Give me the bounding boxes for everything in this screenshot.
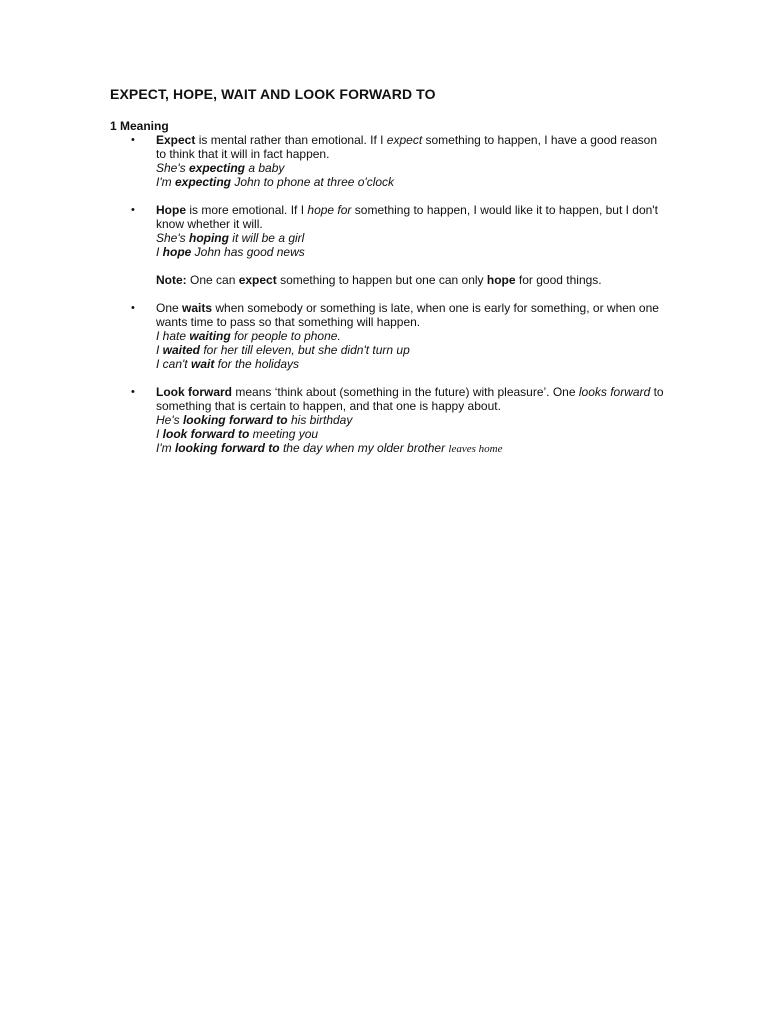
text: One can (186, 273, 239, 287)
example-sentence (156, 329, 670, 343)
text: it will be a girl (228, 231, 305, 245)
spacer (110, 189, 670, 203)
entry-expect (110, 133, 670, 161)
text: is more emotional. If I (186, 203, 308, 217)
bullet-icon: • (131, 204, 135, 216)
text: something to happen, I have a good reason to think that it will in fact happen. (156, 133, 657, 161)
text: She's (156, 161, 189, 175)
bullet-icon: • (131, 134, 135, 146)
keyword: expecting (188, 161, 245, 175)
keyword: waiting (189, 329, 231, 343)
note-label: Note: (156, 273, 187, 287)
text: a baby (245, 161, 285, 175)
term-italic: expect (386, 133, 423, 147)
text: for people to phone. (230, 329, 341, 343)
text: something to happen but one can only (276, 273, 487, 287)
keyword: look forward to (162, 427, 250, 441)
keyword: hope (486, 273, 516, 287)
text: One (156, 301, 183, 315)
text: I (156, 343, 163, 357)
text: means ‘think about (something in the future) with pleasure’. One (232, 385, 579, 399)
term-italic: looks forward (578, 385, 651, 399)
text: I'm (156, 175, 175, 189)
spacer (110, 371, 670, 385)
example-sentence (156, 245, 670, 259)
text: when somebody or something is late, when one is early for something, or when one wants time to pass so that something will happen. (156, 301, 659, 329)
example-sentence (156, 161, 670, 175)
term-wait: waits (182, 301, 213, 315)
text: for good things. (515, 273, 602, 287)
definition-expect (156, 133, 670, 161)
example-sentence (156, 441, 670, 456)
entry-look-forward (110, 385, 670, 413)
keyword: wait (190, 357, 215, 371)
example-sentence (156, 343, 670, 357)
text: He's (156, 413, 183, 427)
examples-hope (110, 231, 670, 259)
example-sentence (156, 231, 670, 245)
text: for the holidays (214, 357, 300, 371)
examples-expect (110, 161, 670, 189)
text: to something that is certain to happen, and that one is happy about. (156, 385, 664, 413)
text: I (156, 427, 163, 441)
text: leaves home (448, 443, 503, 455)
text: I hate (156, 329, 190, 343)
example-sentence (156, 175, 670, 189)
keyword: hope (162, 245, 192, 259)
text: I (156, 245, 163, 259)
bullet-icon: • (131, 386, 135, 398)
keyword: looking forward to (182, 413, 288, 427)
definition-wait (156, 301, 670, 329)
spacer (110, 287, 670, 301)
entry-wait (110, 301, 670, 329)
text: his birthday (287, 413, 353, 427)
entry-hope (110, 203, 670, 231)
spacer (110, 259, 670, 273)
examples-wait (110, 329, 670, 371)
keyword: expecting (174, 175, 231, 189)
example-sentence (156, 357, 670, 371)
example-sentence (156, 413, 670, 427)
note-paragraph (110, 273, 670, 287)
examples-look-forward (110, 413, 670, 456)
keyword: expect (238, 273, 277, 287)
text: is mental rather than emotional. If I (195, 133, 387, 147)
document-title: EXPECT, HOPE, WAIT AND LOOK FORWARD TO (110, 86, 436, 102)
bullet-icon: • (131, 302, 135, 314)
text: She's (156, 231, 189, 245)
text: I can't (156, 357, 191, 371)
section-heading: 1 Meaning (110, 119, 169, 133)
term-italic: hope for (307, 203, 352, 217)
text: John to phone at three o'clock (230, 175, 395, 189)
definition-hope (156, 203, 670, 231)
text: I'm (156, 441, 175, 455)
keyword: looking forward to (174, 441, 280, 455)
text: the day when my older brother (279, 441, 449, 455)
keyword: hoping (188, 231, 229, 245)
term-expect: Expect (156, 133, 196, 147)
text: meeting you (249, 427, 319, 441)
document-page (110, 86, 670, 456)
text: John has good news (191, 245, 305, 259)
definition-look-forward (156, 385, 670, 413)
text: for her till eleven, but she didn't turn up (200, 343, 410, 357)
example-sentence (156, 427, 670, 441)
text: something to happen, I would like it to happen, but I don't know whether it will. (156, 203, 658, 231)
term-look-forward: Look forward (156, 385, 233, 399)
term-hope: Hope (156, 203, 186, 217)
keyword: waited (162, 343, 201, 357)
